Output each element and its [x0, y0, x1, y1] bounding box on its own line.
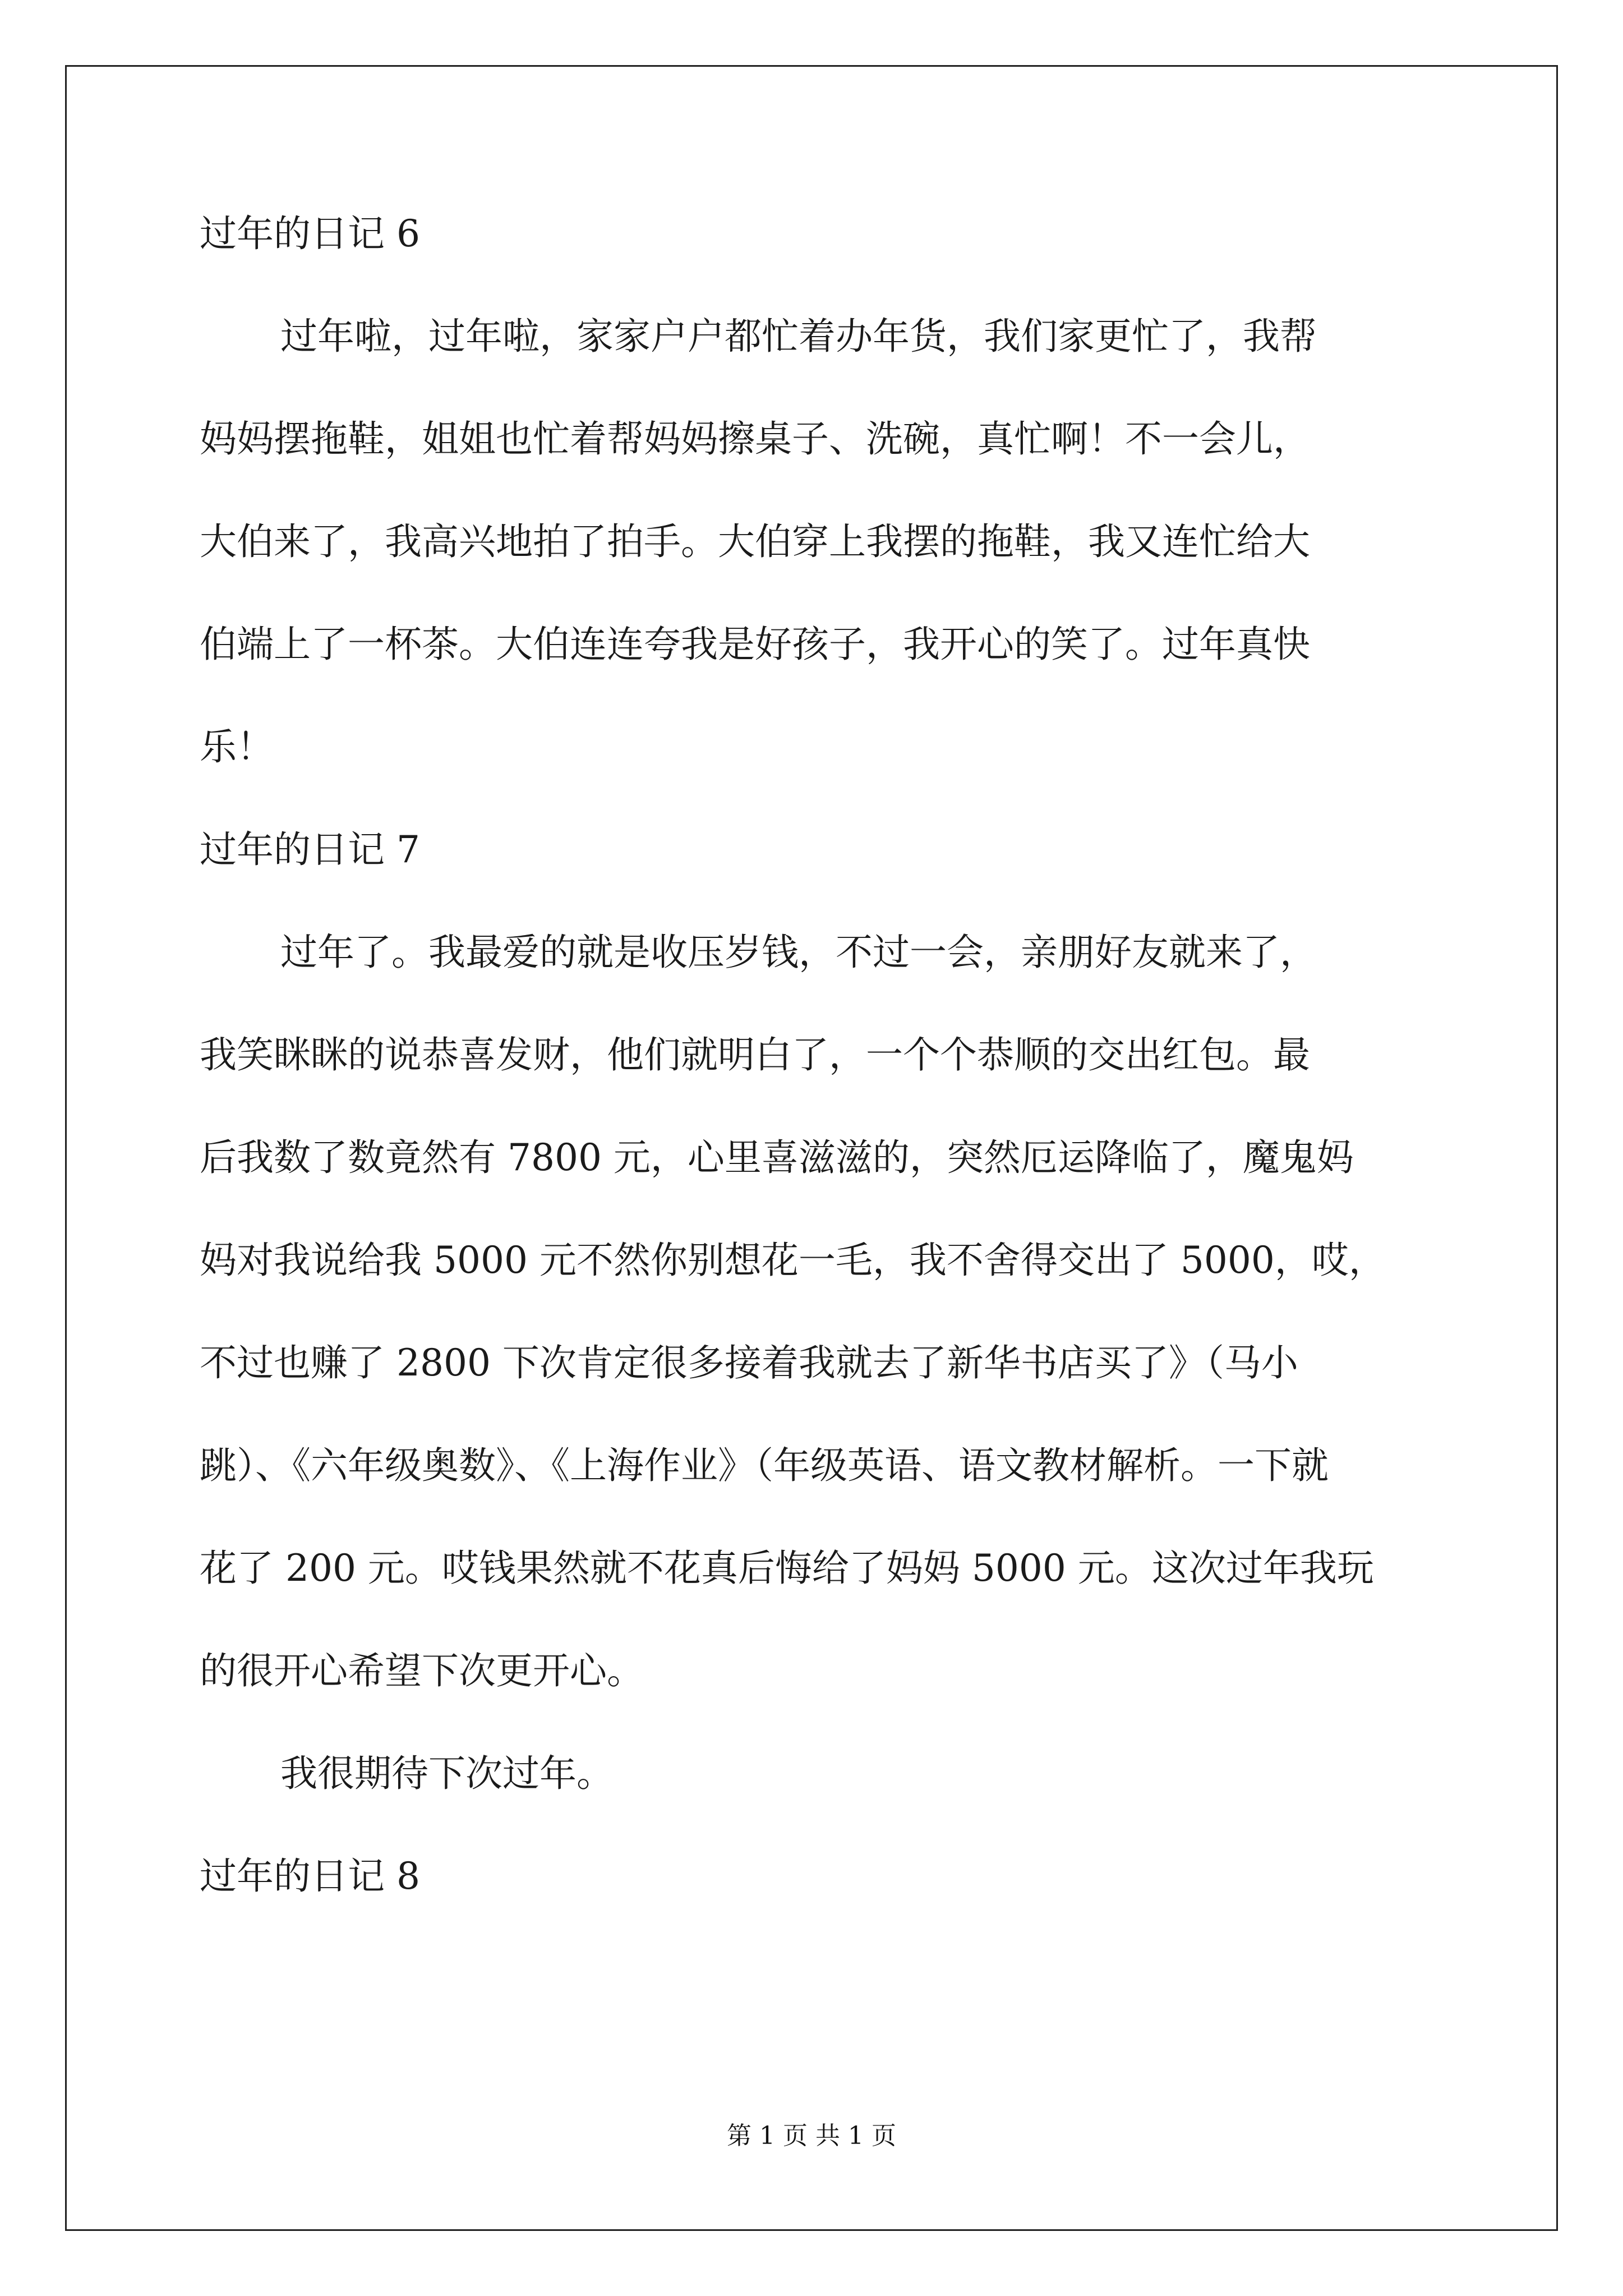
section-title-8: 过年的日记 8 [200, 1855, 420, 1898]
text-line: 花了 200 元。哎钱果然就不花真后悔给了妈妈 5000 元。这次过年我玩 [200, 1547, 1374, 1590]
text-line: 我笑眯眯的说恭喜发财，他们就明白了，一个个恭顺的交出红包。最 [200, 1033, 1310, 1076]
text-line: 跳）、《六年级奥数》、《上海作业》（年级英语、语文教材解析。一下就 [200, 1444, 1329, 1487]
text-line: 不过也赚了 2800 下次肯定很多接着我就去了新华书店买了》（马小 [200, 1341, 1298, 1384]
text-line: 乐！ [200, 725, 274, 769]
text-line: 大伯来了，我高兴地拍了拍手。大伯穿上我摆的拖鞋，我又连忙给大 [200, 520, 1310, 563]
text-line: 后我数了数竟然有 7800 元，心里喜滋滋的，突然厄运降临了，魔鬼妈 [200, 1136, 1354, 1179]
text-line: 妈对我说给我 5000 元不然你别想花一毛，我不舍得交出了 5000，哎， [200, 1239, 1386, 1282]
paragraph-6-1 [200, 311, 1439, 772]
text-line: 妈妈摆拖鞋，姐姐也忙着帮妈妈擦桌子、洗碗，真忙啊！不一会儿， [200, 417, 1310, 461]
section-title-6: 过年的日记 6 [200, 212, 420, 255]
paragraph-7-1 [200, 927, 1439, 1696]
text-line: 我很期待下次过年。 [280, 1752, 614, 1795]
text-line: 过年了。我最爱的就是收压岁钱，不过一会，亲朋好友就来了， [280, 931, 1317, 974]
page-footer: 第 1 页 共 1 页 [727, 2122, 896, 2150]
section-title-7: 过年的日记 7 [200, 828, 420, 871]
text-line: 过年啦，过年啦，家家户户都忙着办年货，我们家更忙了，我帮 [280, 315, 1317, 358]
text-line: 伯端上了一杯茶。大伯连连夸我是好孩子，我开心的笑了。过年真快 [200, 623, 1310, 666]
document-body [200, 209, 1439, 1902]
text-line: 的很开心希望下次更开心。 [200, 1649, 644, 1692]
paragraph-7-2 [200, 1749, 1439, 1799]
